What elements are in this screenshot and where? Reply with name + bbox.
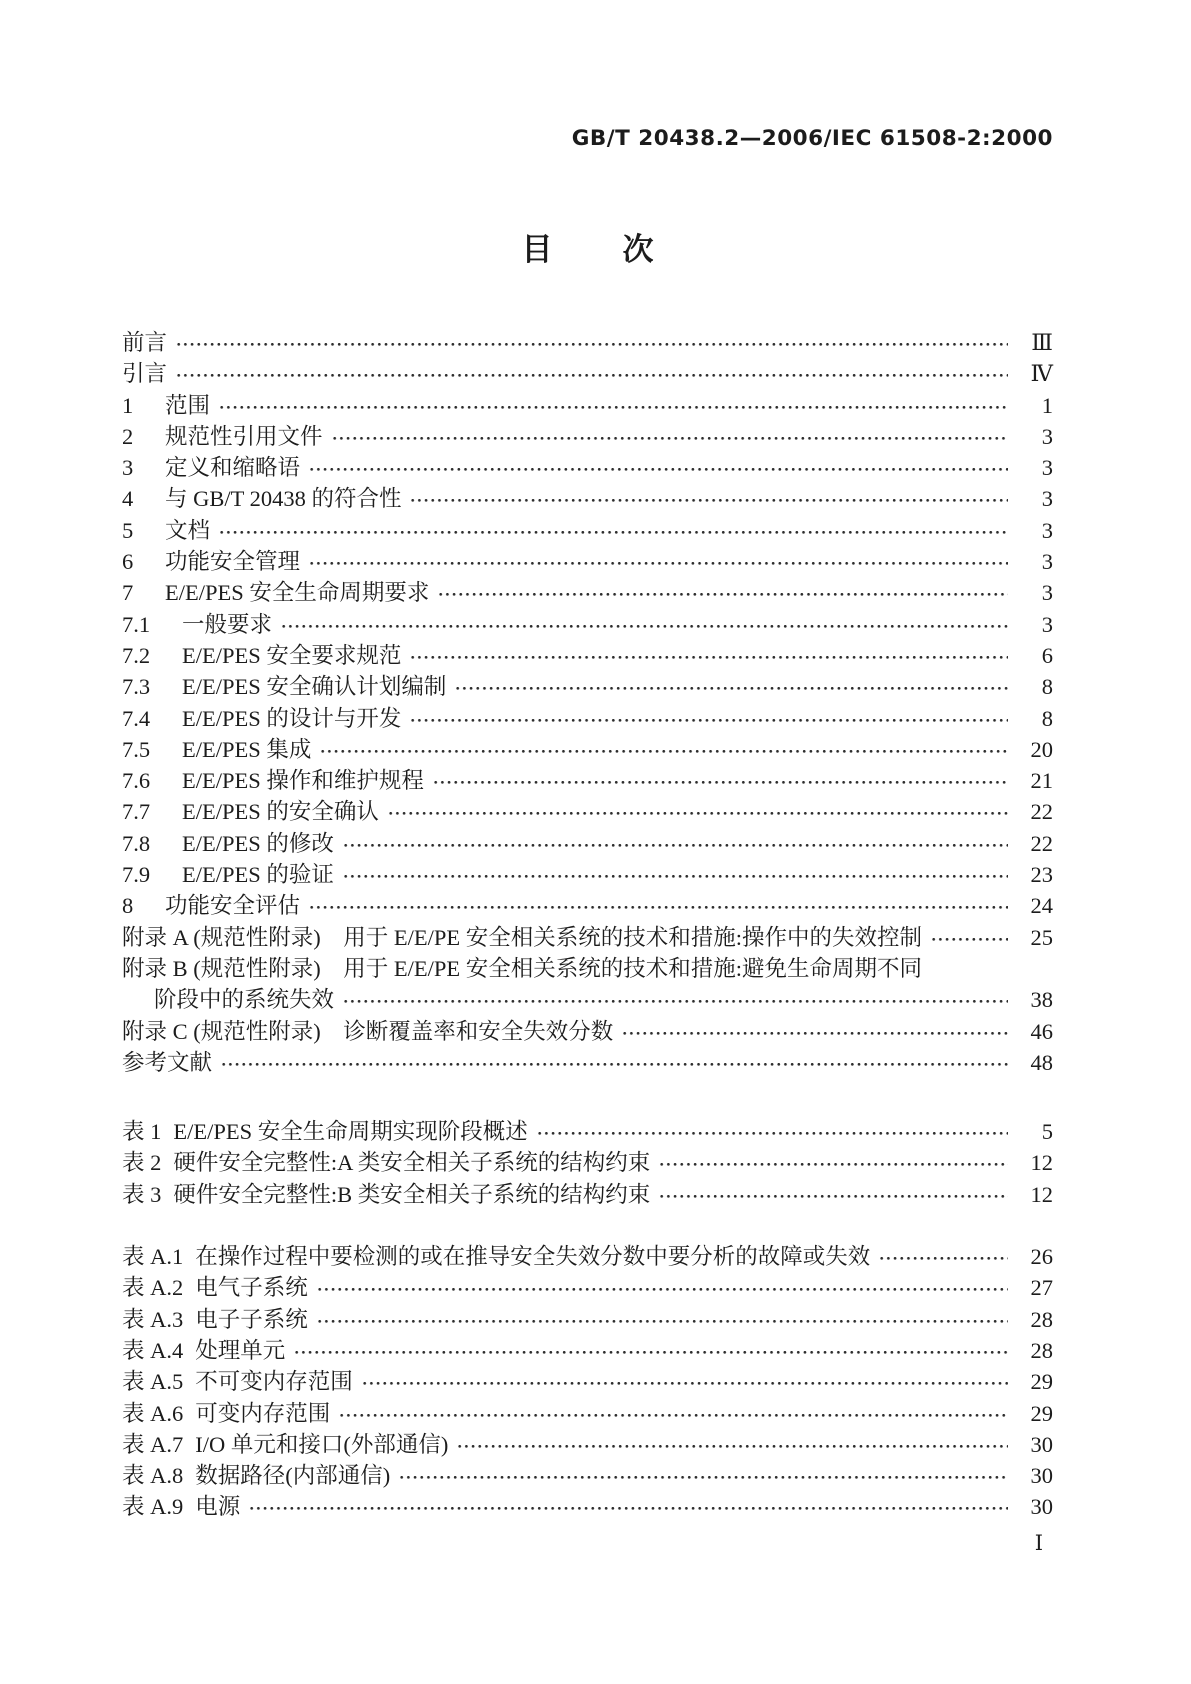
toc-entry-number: 表 A.4 xyxy=(122,1337,184,1363)
toc-entry-page: 28 xyxy=(1030,1337,1053,1363)
toc-entry-title: I/O 单元和接口(外部通信) xyxy=(195,1431,449,1457)
toc-section-gap xyxy=(122,1210,1053,1241)
dot-leader xyxy=(310,546,1008,577)
toc-entry-number: 5 xyxy=(122,517,134,543)
dot-leader xyxy=(623,1016,1008,1047)
toc-entry-number: 4 xyxy=(122,486,134,512)
page-title: 目次 xyxy=(521,232,724,268)
toc-row xyxy=(122,922,1053,953)
toc-entry-page: 3 xyxy=(1041,455,1053,481)
dot-leader xyxy=(538,1116,1008,1147)
toc-entry-number: 6 xyxy=(122,549,134,575)
toc-row xyxy=(122,1147,1053,1178)
toc-entry-page: 8 xyxy=(1041,674,1053,700)
toc-row xyxy=(122,1179,1053,1210)
toc-entry-page: 3 xyxy=(1041,549,1053,575)
toc-entry-title: 附录 C (规范性附录) 诊断覆盖率和安全失效分数 xyxy=(122,1018,614,1044)
toc-entry-title: 硬件安全完整性:B 类安全相关子系统的结构约束 xyxy=(173,1181,651,1207)
toc-entry-title: 电源 xyxy=(195,1494,241,1520)
toc-entry-page: 3 xyxy=(1041,517,1053,543)
toc-row xyxy=(122,1116,1053,1147)
toc-entry-number: 7.5 xyxy=(122,736,151,762)
toc-list xyxy=(122,327,1053,1523)
toc-entry-number: 表 A.7 xyxy=(122,1431,184,1457)
toc-entry-page: 3 xyxy=(1041,486,1053,512)
dot-leader xyxy=(456,671,1008,702)
toc-entry-number: 7 xyxy=(122,580,134,606)
toc-entry-page: 30 xyxy=(1030,1431,1053,1457)
toc-entry-number: 7.7 xyxy=(122,799,151,825)
dot-leader xyxy=(318,1272,1008,1303)
toc-row xyxy=(122,734,1053,765)
toc-entry-page: 3 xyxy=(1041,580,1053,606)
page-number-footer: Ⅰ xyxy=(1034,1531,1043,1555)
toc-entry-page: 29 xyxy=(1030,1369,1053,1395)
toc-entry-page: Ⅲ xyxy=(1031,330,1053,355)
toc-entry-title: E/E/PES 安全生命周期实现阶段概述 xyxy=(173,1119,528,1145)
dot-leader xyxy=(344,984,1008,1015)
toc-entry-number: 7.9 xyxy=(122,862,151,888)
toc-entry-number: 3 xyxy=(122,455,134,481)
toc-row xyxy=(122,890,1053,921)
toc-row xyxy=(122,390,1053,421)
toc-entry-title: 在操作过程中要检测的或在推导安全失效分数中要分析的故障或失效 xyxy=(195,1244,871,1270)
toc-entry-title: 文档 xyxy=(165,517,211,543)
dot-leader xyxy=(660,1147,1008,1178)
toc-entry-title: 规范性引用文件 xyxy=(165,423,323,449)
dot-leader xyxy=(389,796,1008,827)
toc-row xyxy=(122,1491,1053,1522)
toc-entry-number: 8 xyxy=(122,893,134,919)
toc-entry-page: 46 xyxy=(1030,1018,1053,1044)
dot-leader xyxy=(295,1335,1008,1366)
toc-entry-page: 29 xyxy=(1030,1400,1053,1426)
toc-row xyxy=(122,327,1053,358)
toc-entry-number: 7.2 xyxy=(122,642,151,668)
toc-row xyxy=(122,546,1053,577)
toc-entry-page: 6 xyxy=(1041,642,1053,668)
toc-entry-page: Ⅳ xyxy=(1030,361,1053,387)
toc-entry-page: 22 xyxy=(1030,799,1053,825)
toc-entry-page: 27 xyxy=(1030,1275,1053,1301)
toc-row xyxy=(122,1335,1053,1366)
toc-row xyxy=(122,953,1053,984)
toc-entry-page: 38 xyxy=(1030,987,1053,1013)
toc-entry-title: 前言 xyxy=(122,330,168,355)
dot-leader xyxy=(439,577,1008,608)
toc-entry-title: E/E/PES 的设计与开发 xyxy=(182,705,402,731)
toc-row xyxy=(122,452,1053,483)
toc-row xyxy=(122,483,1053,514)
toc-row xyxy=(122,1016,1053,1047)
page-content xyxy=(122,0,1053,1684)
dot-leader xyxy=(363,1366,1008,1397)
toc-row xyxy=(122,1366,1053,1397)
toc-row xyxy=(122,1272,1053,1303)
dot-leader xyxy=(400,1460,1008,1491)
toc-entry-title: 数据路径(内部通信) xyxy=(195,1463,391,1489)
toc-entry-number: 表 A.3 xyxy=(122,1306,184,1332)
toc-entry-page: 8 xyxy=(1041,705,1053,731)
toc-entry-number: 表 A.6 xyxy=(122,1400,184,1426)
dot-leader xyxy=(177,327,1008,358)
toc-entry-number: 表 A.8 xyxy=(122,1463,184,1489)
toc-entry-title: 附录 A (规范性附录) 用于 E/E/PE 安全相关系统的技术和措施:操作中的失效控制 xyxy=(122,924,922,950)
toc-entry-page: 24 xyxy=(1030,893,1053,919)
toc-entry-page: 3 xyxy=(1041,611,1053,637)
toc-section-gap xyxy=(122,1078,1053,1116)
toc-entry-page: 22 xyxy=(1030,830,1053,856)
dot-leader xyxy=(220,390,1008,421)
toc-row xyxy=(122,859,1053,890)
dot-leader xyxy=(321,734,1008,765)
toc-entry-title: E/E/PES 集成 xyxy=(182,736,312,762)
toc-row xyxy=(122,1398,1053,1429)
toc-entry-page: 20 xyxy=(1030,736,1053,762)
toc-entry-title: 引言 xyxy=(122,361,168,387)
toc-entry-page: 48 xyxy=(1030,1049,1053,1075)
dot-leader xyxy=(177,358,1008,389)
toc-entry-title: 附录 B (规范性附录) 用于 E/E/PE 安全相关系统的技术和措施:避免生命周期不同 xyxy=(122,955,922,981)
toc-entry-number: 2 xyxy=(122,423,134,449)
toc-row xyxy=(122,421,1053,452)
toc-row xyxy=(122,515,1053,546)
toc-entry-title: 范围 xyxy=(165,392,211,418)
toc-entry-page: 26 xyxy=(1030,1244,1053,1270)
toc-entry-number: 7.1 xyxy=(122,611,151,637)
dot-leader xyxy=(282,609,1008,640)
toc-entry-title: 处理单元 xyxy=(195,1337,286,1363)
toc-entry-page: 23 xyxy=(1030,862,1053,888)
toc-entry-title: 功能安全管理 xyxy=(165,549,301,575)
toc-row xyxy=(122,1460,1053,1491)
toc-entry-title: E/E/PES 安全确认计划编制 xyxy=(182,674,447,700)
toc-entry-title: 定义和缩略语 xyxy=(165,455,301,481)
dot-leader xyxy=(880,1241,1008,1272)
toc-entry-title: 阶段中的系统失效 xyxy=(154,987,335,1013)
toc-entry-page: 5 xyxy=(1041,1119,1053,1145)
toc-entry-title: E/E/PES 操作和维护规程 xyxy=(182,768,424,794)
toc-entry-page: 12 xyxy=(1030,1181,1053,1207)
toc-entry-number: 表 3 xyxy=(122,1181,162,1207)
toc-entry-title: 电气子系统 xyxy=(195,1275,308,1301)
toc-entry-title: 功能安全评估 xyxy=(165,893,301,919)
dot-leader xyxy=(340,1398,1008,1429)
dot-leader xyxy=(310,890,1008,921)
toc-entry-number: 7.8 xyxy=(122,830,151,856)
dot-leader xyxy=(344,859,1008,890)
toc-entry-page: 3 xyxy=(1041,423,1053,449)
toc-entry-title: 与 GB/T 20438 的符合性 xyxy=(165,486,402,512)
toc-entry-title: E/E/PES 的修改 xyxy=(182,830,334,856)
toc-entry-title: 参考文献 xyxy=(122,1049,213,1075)
toc-row xyxy=(122,796,1053,827)
dot-leader xyxy=(310,452,1008,483)
dot-leader xyxy=(250,1491,1008,1522)
standard-number-header: GB/T 20438.2—2006/IEC 61508-2:2000 xyxy=(571,126,1053,151)
toc-row xyxy=(122,765,1053,796)
toc-entry-title: 一般要求 xyxy=(182,611,273,637)
toc-entry-page: 1 xyxy=(1041,392,1053,418)
toc-entry-title: E/E/PES 安全要求规范 xyxy=(182,642,402,668)
toc-entry-title: 硬件安全完整性:A 类安全相关子系统的结构约束 xyxy=(173,1150,651,1176)
toc-entry-page: 12 xyxy=(1030,1150,1053,1176)
toc-entry-number: 1 xyxy=(122,392,134,418)
toc-entry-number: 表 A.5 xyxy=(122,1369,184,1395)
toc-row xyxy=(122,828,1053,859)
toc-row xyxy=(122,640,1053,671)
toc-entry-number: 7.3 xyxy=(122,674,151,700)
toc-entry-title: E/E/PES 的验证 xyxy=(182,862,334,888)
dot-leader xyxy=(660,1179,1008,1210)
dot-leader xyxy=(333,421,1008,452)
dot-leader xyxy=(434,765,1008,796)
toc-entry-title: 可变内存范围 xyxy=(195,1400,331,1426)
toc-row xyxy=(122,358,1053,389)
toc-entry-page: 30 xyxy=(1030,1494,1053,1520)
toc-entry-title: E/E/PES 的安全确认 xyxy=(182,799,379,825)
dot-leader xyxy=(318,1304,1008,1335)
toc-row xyxy=(122,609,1053,640)
dot-leader xyxy=(411,640,1008,671)
toc-entry-title: 不可变内存范围 xyxy=(195,1369,353,1395)
toc-row xyxy=(122,577,1053,608)
dot-leader xyxy=(932,922,1008,953)
toc-row xyxy=(122,703,1053,734)
dot-leader xyxy=(222,1047,1008,1078)
toc-entry-number: 表 2 xyxy=(122,1150,162,1176)
toc-row xyxy=(122,984,1053,1015)
toc-row xyxy=(122,671,1053,702)
dot-leader xyxy=(220,515,1008,546)
dot-leader xyxy=(344,828,1008,859)
toc-entry-title: E/E/PES 安全生命周期要求 xyxy=(165,580,430,606)
toc-row xyxy=(122,1429,1053,1460)
dot-leader xyxy=(411,703,1008,734)
toc-entry-number: 表 A.1 xyxy=(122,1244,184,1270)
toc-entry-number: 表 1 xyxy=(122,1119,162,1145)
toc-row xyxy=(122,1241,1053,1272)
toc-entry-number: 表 A.9 xyxy=(122,1494,184,1520)
toc-row xyxy=(122,1304,1053,1335)
toc-entry-number: 7.4 xyxy=(122,705,151,731)
toc-entry-title: 电子子系统 xyxy=(195,1306,308,1332)
toc-entry-page: 21 xyxy=(1030,768,1053,794)
toc-entry-page: 30 xyxy=(1030,1463,1053,1489)
toc-entry-page: 25 xyxy=(1030,924,1053,950)
toc-entry-number: 表 A.2 xyxy=(122,1275,184,1301)
dot-leader xyxy=(458,1429,1008,1460)
toc-row xyxy=(122,1047,1053,1078)
toc-entry-number: 7.6 xyxy=(122,768,151,794)
toc-entry-page: 28 xyxy=(1030,1306,1053,1332)
dot-leader xyxy=(411,483,1008,514)
